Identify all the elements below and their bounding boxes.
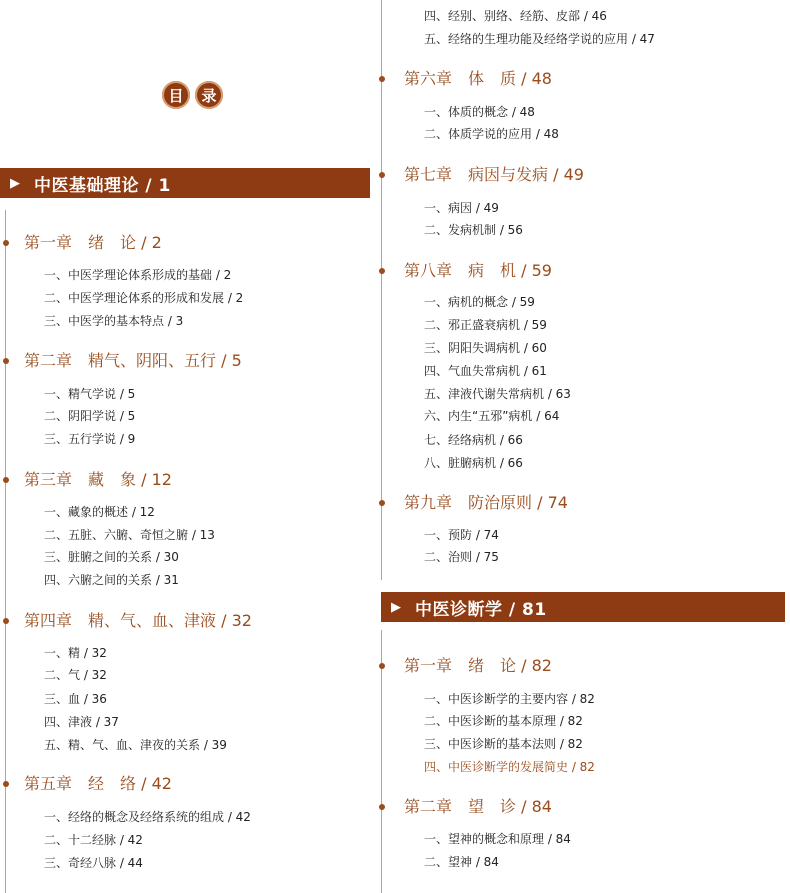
chapter-heading[interactable]: 第二章 望 诊 / 84 (404, 797, 552, 816)
chapter-heading[interactable]: 第一章 绪 论 / 82 (404, 656, 552, 675)
chapter-heading[interactable]: 第六章 体 质 / 48 (404, 69, 552, 88)
section-entry[interactable]: 二、望神 / 84 (424, 855, 499, 869)
chapter-heading[interactable]: 第一章 绪 论 / 2 (24, 233, 162, 252)
chapter-heading[interactable]: 第四章 精、气、血、津液 / 32 (24, 611, 252, 630)
section-entry[interactable]: 一、病机的概念 / 59 (424, 295, 535, 309)
section-entry[interactable]: 一、经络的概念及经络系统的组成 / 42 (44, 810, 251, 824)
section-entry[interactable]: 二、阴阳学说 / 5 (44, 409, 136, 423)
section-entry[interactable]: 五、经络的生理功能及经络学说的应用 / 47 (424, 32, 655, 46)
section-entry[interactable]: 二、中医学理论体系的形成和发展 / 2 (44, 291, 244, 305)
bullet-dot-icon (379, 500, 385, 506)
section-entry[interactable]: 四、津液 / 37 (44, 715, 119, 729)
section-entry[interactable]: 二、中医诊断的基本原理 / 82 (424, 714, 583, 728)
bullet-dot-icon (3, 781, 9, 787)
part-title: 中医基础理论 / 1 (34, 175, 171, 196)
section-entry[interactable]: 一、望神的概念和原理 / 84 (424, 832, 571, 846)
chapter-heading[interactable]: 第二章 精气、阴阳、五行 / 5 (24, 351, 242, 370)
part-title: 中医诊断学 / 81 (415, 599, 547, 620)
section-entry[interactable]: 三、血 / 36 (44, 692, 107, 706)
section-entry[interactable]: 五、精、气、血、津夜的关系 / 39 (44, 738, 227, 752)
right-column-line-top (381, 0, 382, 580)
bullet-dot-icon (3, 358, 9, 364)
section-entry[interactable]: 二、体质学说的应用 / 48 (424, 127, 559, 141)
section-entry[interactable]: 五、津液代谢失常病机 / 63 (424, 387, 571, 401)
bullet-dot-icon (379, 76, 385, 82)
bullet-dot-icon (379, 268, 385, 274)
chapter-heading[interactable]: 第八章 病 机 / 59 (404, 261, 552, 280)
chapter-heading[interactable]: 第七章 病因与发病 / 49 (404, 165, 584, 184)
title-char-2: 录 (195, 81, 223, 109)
part-banner-diagnostics[interactable] (381, 592, 785, 622)
bullet-dot-icon (379, 663, 385, 669)
section-entry[interactable]: 七、经络病机 / 66 (424, 433, 523, 447)
section-entry[interactable]: 四、中医诊断学的发展简史 / 82 (424, 760, 595, 774)
chapter-heading[interactable]: 第五章 经 络 / 42 (24, 774, 172, 793)
section-entry[interactable]: 二、十二经脉 / 42 (44, 833, 143, 847)
section-entry[interactable]: 六、内生“五邪”病机 / 64 (424, 409, 560, 423)
section-entry[interactable]: 一、病因 / 49 (424, 201, 499, 215)
section-entry[interactable]: 一、藏象的概述 / 12 (44, 505, 155, 519)
left-column-line (5, 210, 6, 893)
section-entry[interactable]: 四、气血失常病机 / 61 (424, 364, 547, 378)
section-entry[interactable]: 二、邪正盛衰病机 / 59 (424, 318, 547, 332)
section-entry[interactable]: 三、中医诊断的基本法则 / 82 (424, 737, 583, 751)
section-entry[interactable]: 四、经别、别络、经筋、皮部 / 46 (424, 9, 607, 23)
section-entry[interactable]: 二、五脏、六腑、奇恒之腑 / 13 (44, 528, 215, 542)
section-entry[interactable]: 一、体质的概念 / 48 (424, 105, 535, 119)
section-entry[interactable]: 三、脏腑之间的关系 / 30 (44, 550, 179, 564)
section-entry[interactable]: 八、脏腑病机 / 66 (424, 456, 523, 470)
section-entry[interactable]: 二、气 / 32 (44, 668, 107, 682)
section-entry[interactable]: 一、精气学说 / 5 (44, 387, 136, 401)
play-arrow-icon: ▶ (391, 599, 401, 615)
bullet-dot-icon (3, 477, 9, 483)
section-entry[interactable]: 一、中医诊断学的主要内容 / 82 (424, 692, 595, 706)
section-entry[interactable]: 二、发病机制 / 56 (424, 223, 523, 237)
section-entry[interactable]: 三、阴阳失调病机 / 60 (424, 341, 547, 355)
bullet-dot-icon (379, 172, 385, 178)
section-entry[interactable]: 二、治则 / 75 (424, 550, 499, 564)
title-char-1: 目 (162, 81, 190, 109)
bullet-dot-icon (3, 618, 9, 624)
bullet-dot-icon (379, 804, 385, 810)
play-arrow-icon: ▶ (10, 175, 20, 191)
part-banner-basic-theory[interactable] (0, 168, 370, 198)
section-entry[interactable]: 三、奇经八脉 / 44 (44, 856, 143, 870)
section-entry[interactable]: 一、精 / 32 (44, 646, 107, 660)
bullet-dot-icon (3, 240, 9, 246)
chapter-heading[interactable]: 第九章 防治原则 / 74 (404, 493, 568, 512)
section-entry[interactable]: 三、五行学说 / 9 (44, 432, 136, 446)
right-column-line-bottom (381, 630, 382, 893)
section-entry[interactable]: 一、预防 / 74 (424, 528, 499, 542)
section-entry[interactable]: 一、中医学理论体系形成的基础 / 2 (44, 268, 232, 282)
section-entry[interactable]: 三、中医学的基本特点 / 3 (44, 314, 184, 328)
section-entry[interactable]: 四、六腑之间的关系 / 31 (44, 573, 179, 587)
chapter-heading[interactable]: 第三章 藏 象 / 12 (24, 470, 172, 489)
